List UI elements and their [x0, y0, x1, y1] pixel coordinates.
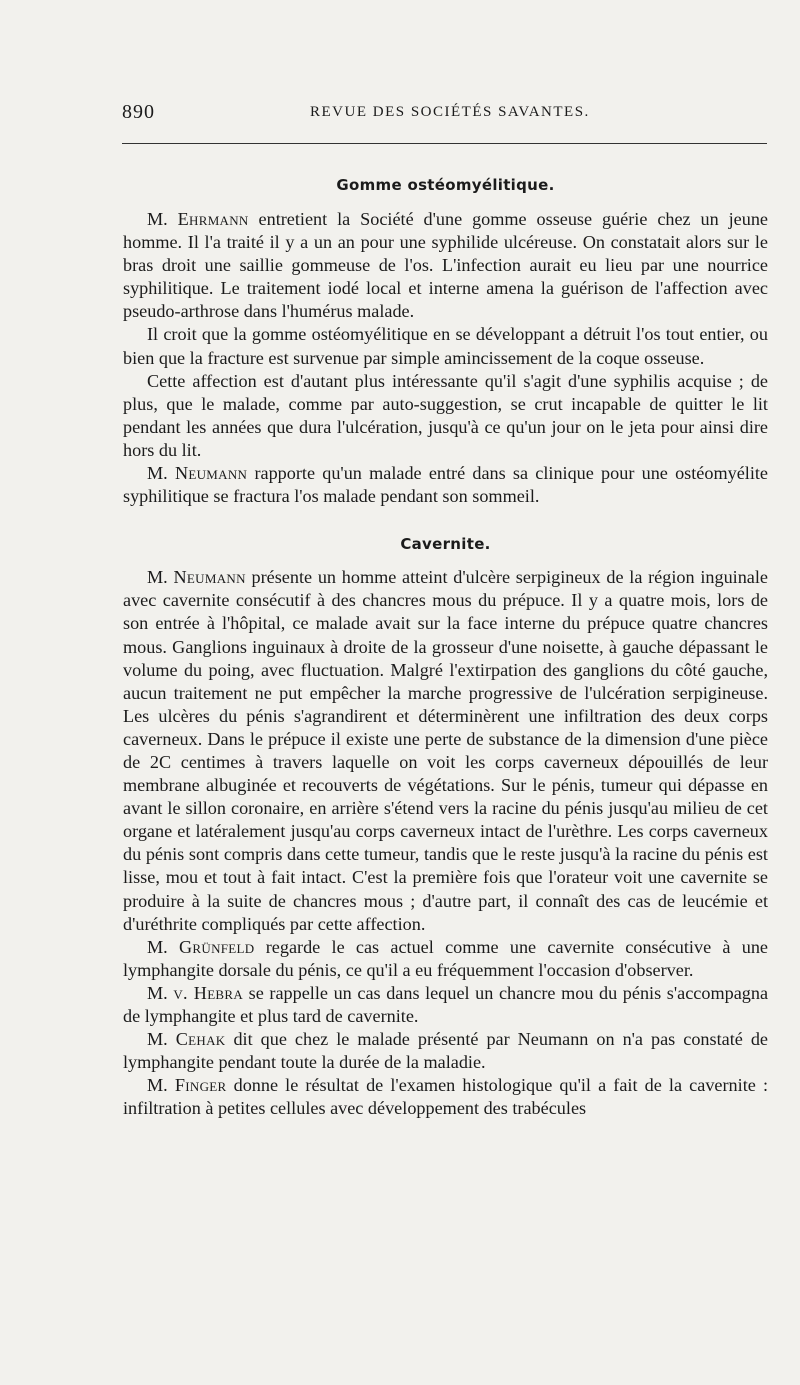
speaker-name: v. Hebra	[173, 982, 244, 1003]
speaker-name: Grünfeld	[178, 936, 255, 957]
paragraph	[123, 462, 768, 508]
paragraph	[123, 208, 768, 323]
paragraph-text: présente un homme atteint d'ulcère serpigineux de la région inguinale avec cavernite consécutif à des chancres mous du prépuce. Il y a quatre mois, lors de son entrée à l'hôpital, ce malade avait sur la face interne du prépuce quatre chancres mous. Ganglions inguinaux à droite de la grosseur d'une noisette, à gauche dépassant le volume du poing, avec fluctuation. Malgré l'extirpation des ganglions du côté gauche, aucun traitement ne put empêcher la marche progressive de l'ulcération serpigineuse. Les ulcères du pénis s'agrandirent et déterminèrent une infiltration des deux corps caverneux. Dans le prépuce il existe une perte de substance de la dimension d'une pièce de 2C centimes à travers laquelle on voit les corps caverneux dépouillés de leur membrane albuginée et recouverts de végétations. Sur le pénis, tumeur qui dépasse en avant le sillon coronaire, en arrière s'étend vers la racine du pénis jusqu'au milieu de cet organe et latéralement jusqu'au corps caverneux intact de l'urèthre. Les corps caverneux du pénis sont compris dans cette tumeur, tandis que le reste jusqu'à la racine du pénis est lisse, mou et tout à fait intact. C'est la première fois que l'orateur voit une cavernite se produire à la suite de chancres mous ; d'autre part, il connaît des cas de leucémie et d'uréthrite compliqués par cette affection.	[123, 567, 769, 934]
paragraph-text: entretient la Société d'une gomme osseuse guérie chez un jeune homme. Il l'a traité il y a un an pour une syphilide ulcéreuse. On constatait alors sur le bras droit une saillie gommeuse de l'os. L'infection aurait eu lieu par une nourrice syphilitique. Le traitement iodé local et interne amena la guérison de l'affection avec pseudo-arthrose dans l'humérus malade.	[123, 209, 768, 322]
paragraph	[123, 1074, 768, 1120]
paragraph: Cette affection est d'autant plus intéressante qu'il s'agit d'une syphilis acquise ; de plus, que le malade, comme par auto-suggestion, se crut incapable de quitter le lit pendant les années que dura l'ulcération, jusqu'à ce qu'un jour on le jeta pour ainsi dire hors du lit.	[123, 370, 768, 460]
header-rule	[122, 143, 767, 144]
section-title-gomme: Gomme ostéomyélitique.	[336, 176, 555, 194]
speaker-name: Ehrmann	[177, 209, 249, 229]
article-body	[123, 174, 768, 1120]
speaker-title: M.	[147, 463, 168, 484]
paragraph-text: rapporte qu'un malade entré dans sa clinique pour une ostéomyélite syphilitique se fractura l'os malade pendant son sommeil.	[123, 463, 769, 507]
speaker-name: Neumann	[174, 463, 248, 484]
speaker-name: Finger	[174, 1075, 227, 1096]
running-title: REVUE DES SOCIÉTÉS SAVANTES.	[310, 104, 590, 120]
paragraph: Il croit que la gomme ostéomyélitique en se développant a détruit l'os tout entier, ou bien que la fracture est survenue par simple amincissement de la coque osseuse.	[123, 324, 768, 368]
paragraph-text: donne le résultat de l'examen histologique qu'il a fait de la cavernite : infiltration à petites cellules avec développement des trabécules	[123, 1075, 768, 1119]
paragraph-text: se rappelle un cas dans lequel un chancre mou du pénis s'accompagna de lymphangite et plus tard de cavernite.	[123, 982, 769, 1026]
speaker-title: M.	[147, 209, 168, 229]
speaker-name: Cehak	[175, 1029, 226, 1050]
paragraph	[123, 1028, 768, 1074]
page-number: 890	[122, 101, 155, 123]
paragraph-text: regarde le cas actuel comme une cavernite consécutive à une lymphangite dorsale du pénis, ce qu'il a eu fréquemment l'occasion d'observer.	[123, 936, 768, 980]
paragraph	[123, 982, 768, 1028]
speaker-title: M.	[147, 982, 168, 1003]
speaker-title: M.	[147, 567, 168, 588]
speaker-title: M.	[147, 1029, 168, 1050]
paragraph-text: dit que chez le malade présenté par Neumann on n'a pas constaté de lymphangite pendant toute la durée de la maladie.	[123, 1029, 769, 1073]
paragraph	[123, 936, 768, 982]
paragraph	[123, 566, 768, 936]
page-header	[122, 101, 767, 129]
section-title-cavernite: Cavernite.	[400, 535, 491, 554]
speaker-title: M.	[147, 1075, 168, 1096]
speaker-title: M.	[147, 936, 168, 957]
speaker-name: Neumann	[173, 567, 246, 588]
